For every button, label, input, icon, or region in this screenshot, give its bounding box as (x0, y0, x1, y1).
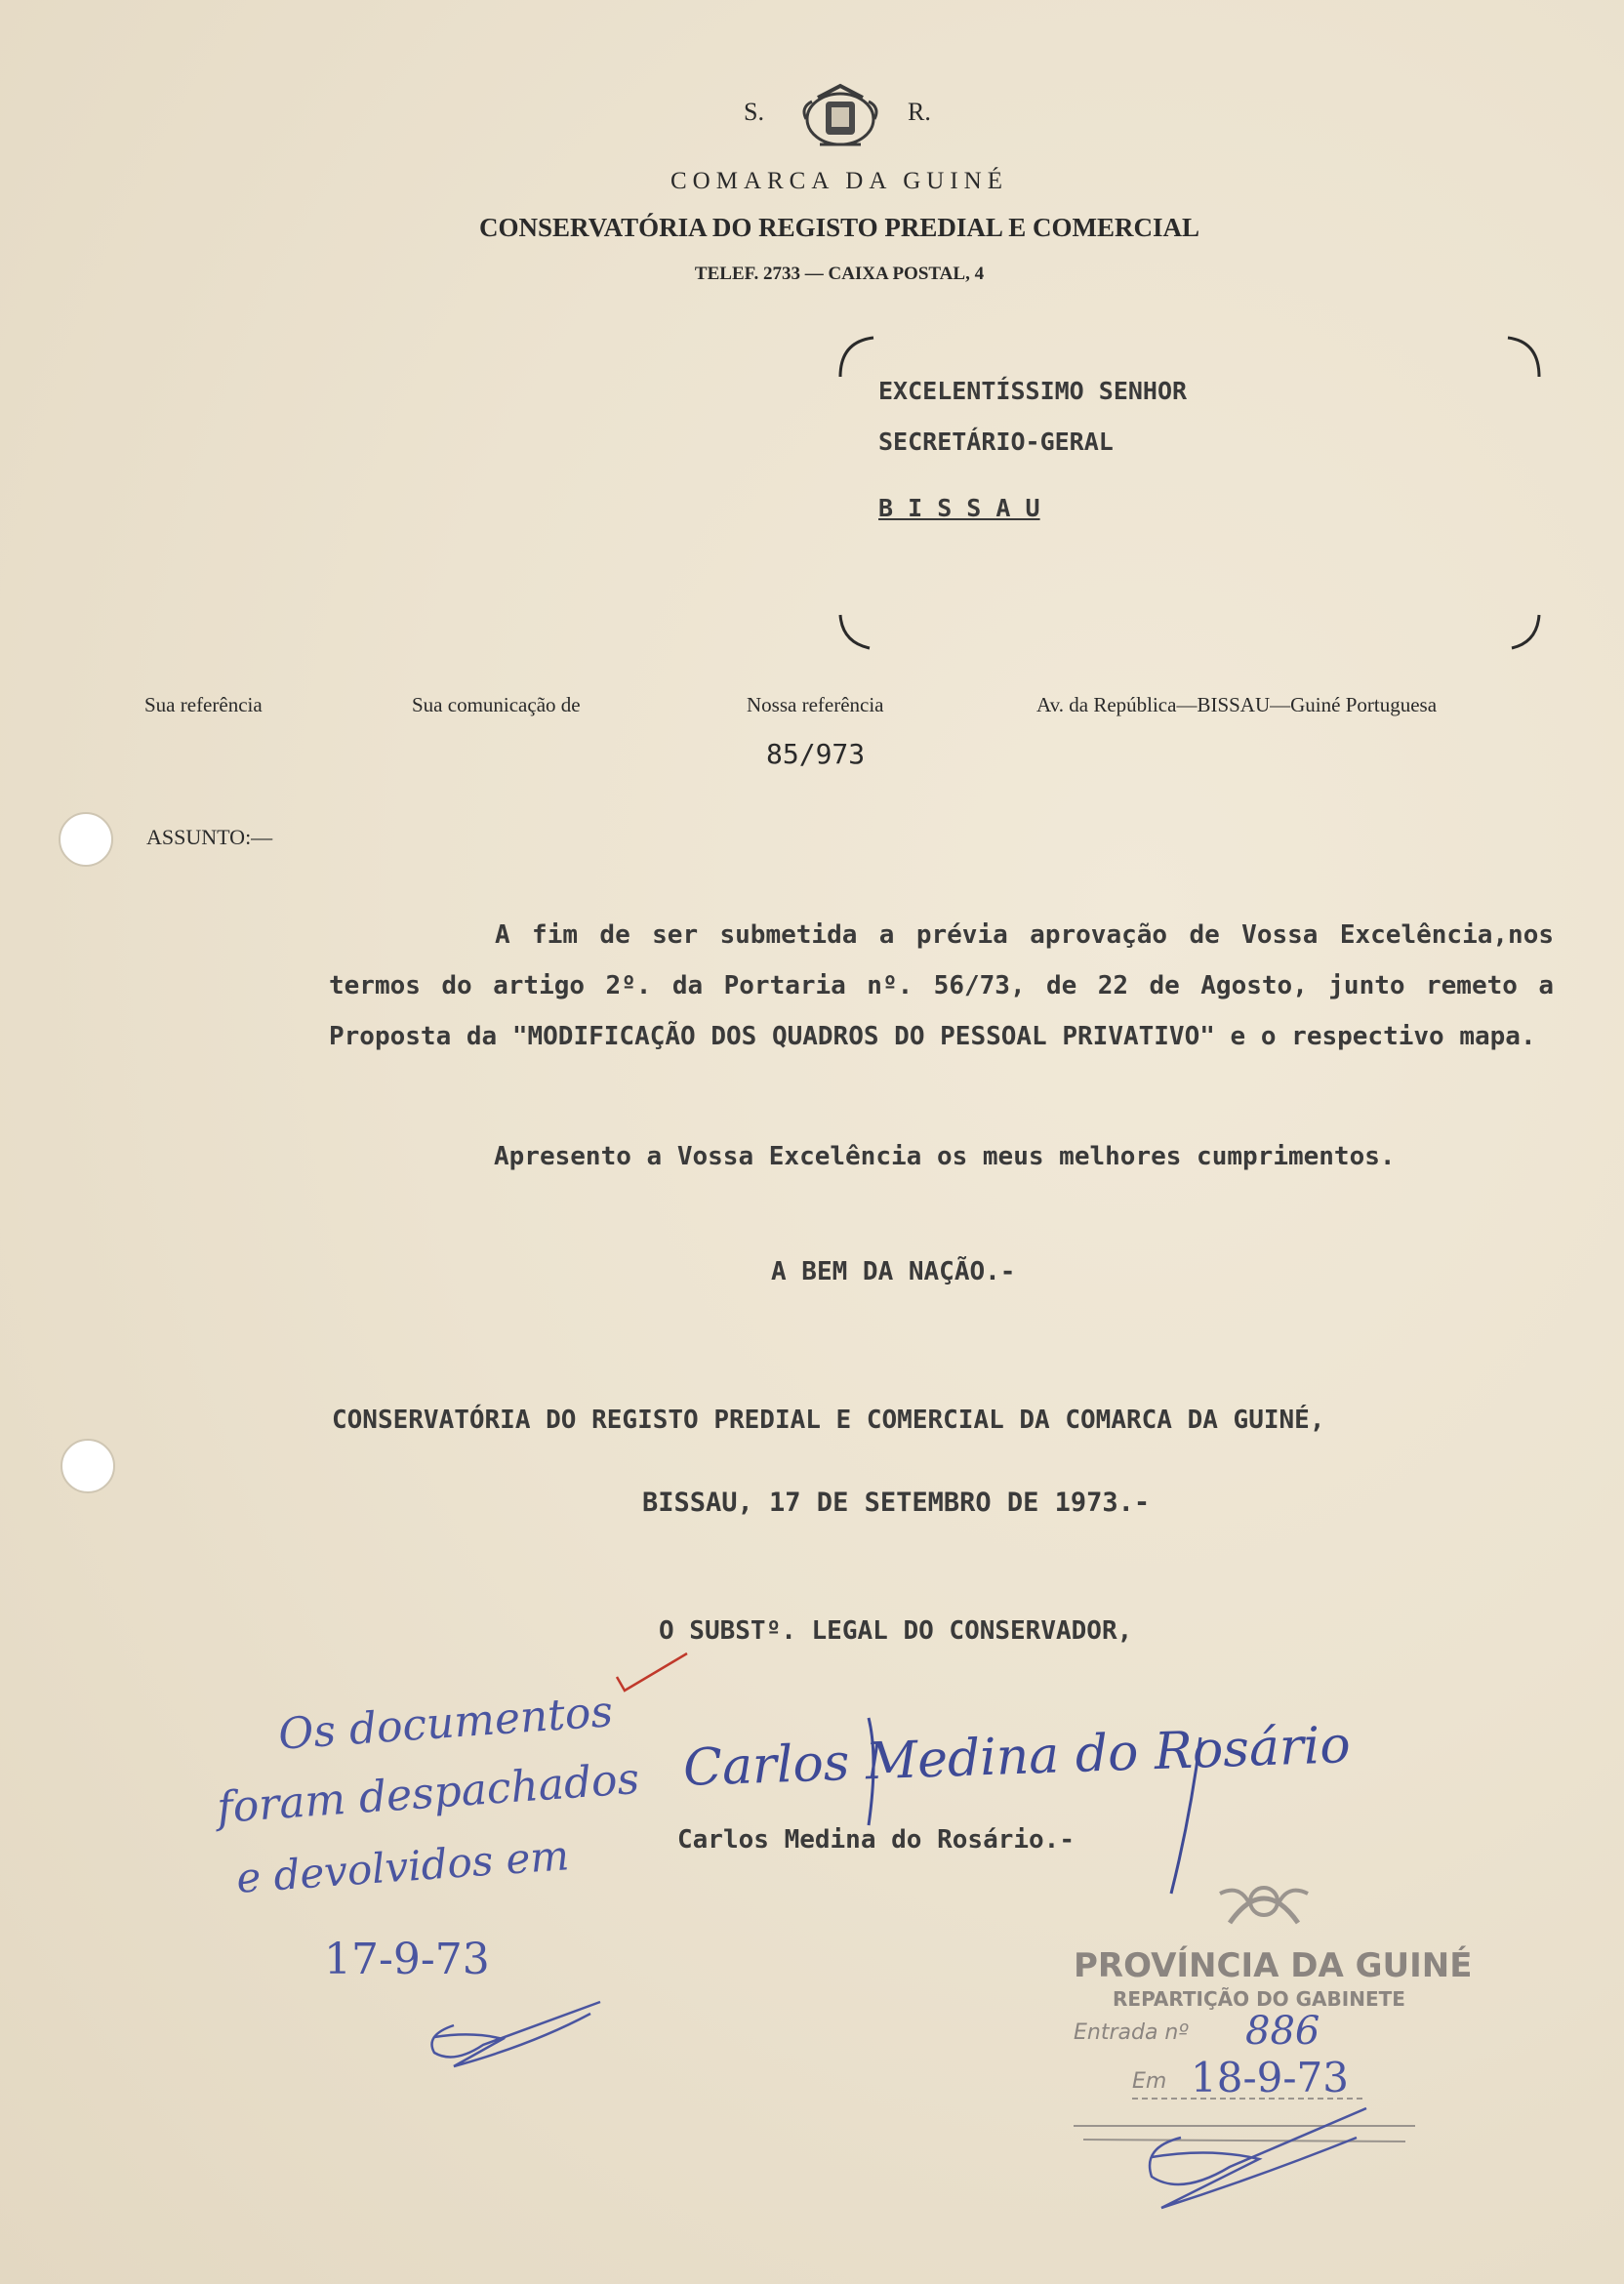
nossa-referencia-label: Nossa referência (747, 693, 884, 716)
signer-title: O SUBSTº. LEGAL DO CONSERVADOR, (659, 1616, 1133, 1646)
date-line: BISSAU, 17 DE SETEMBRO DE 1973.- (642, 1488, 1151, 1518)
header-conservatoria: CONSERVATÓRIA DO REGISTO PREDIAL E COMERCIAL (479, 213, 1199, 242)
body-paragraph-2: Apresento a Vossa Excelência os meus melhores cumprimentos. (494, 1142, 1396, 1171)
handwritten-initials-icon (415, 1996, 610, 2074)
punch-hole-bottom (61, 1439, 115, 1493)
stamp-initials-icon (1122, 2099, 1376, 2216)
handwritten-note-line2: foram despachados (215, 1753, 641, 1834)
nossa-referencia-value: 85/973 (766, 738, 866, 770)
handwritten-note-line1: Os documentos (276, 1687, 615, 1760)
sua-comunicacao-label: Sua comunicação de (412, 693, 581, 716)
addressee-line2: SECRETÁRIO-GERAL (878, 428, 1114, 456)
institution-line: CONSERVATÓRIA DO REGISTO PREDIAL E COMERCIAL DA COMARCA DA GUINÉ, (332, 1406, 1325, 1435)
coat-of-arms-icon (798, 80, 882, 150)
red-check-mark-icon (613, 1648, 691, 1696)
punch-hole-top (59, 812, 113, 867)
sender-address: Av. da República—BISSAU—Guiné Portuguesa (1036, 693, 1438, 716)
header-comarca: COMARCA DA GUINÉ (670, 168, 1009, 194)
header-telefone: TELEF. 2733 — CAIXA POSTAL, 4 (694, 264, 985, 284)
stamp-em-value: 18-9-73 (1191, 2054, 1349, 2101)
stamp-title: PROVÍNCIA DA GUINÉ (1074, 1946, 1473, 1985)
signer-name: Carlos Medina do Rosário.- (677, 1825, 1075, 1855)
stamp-subtitle: REPARTIÇÃO DO GABINETE (1113, 1987, 1405, 2011)
sua-referencia-label: Sua referência (144, 693, 263, 716)
stamp-entrada-label: Entrada nº (1074, 2020, 1189, 2045)
addressee-city: B I S S A U (878, 494, 1040, 522)
assunto-label: ASSUNTO:— (146, 825, 273, 849)
handwritten-note-date: 17-9-73 (324, 1935, 490, 1984)
signature: Carlos Medina do Rosário (682, 1716, 1352, 1798)
stamp-em-label: Em (1132, 2069, 1167, 2094)
handwritten-note-line3: e devolvidos em (234, 1831, 571, 1902)
stamp-entrada-value: 886 (1245, 2009, 1320, 2054)
addressee-line1: EXCELENTÍSSIMO SENHOR (878, 377, 1188, 405)
body-paragraph-1-text: A fim de ser submetida a prévia aprovação de Vossa Excelência,nos termos do artigo 2º. da Portaria nº. 56/73, de 22 de Agosto, junto remeto a Proposta da "MODIFICAÇÃO DOS QUADROS DO PESSOAL PRIVATIVO" e o respectivo mapa. (329, 920, 1554, 1051)
signature-flourish-icon (839, 1698, 1230, 1913)
stamp-crest-icon (1210, 1864, 1318, 1942)
closing-formula: A BEM DA NAÇÃO.- (771, 1257, 1016, 1286)
header-r-letter: R. (908, 98, 931, 126)
header-s-letter: S. (744, 98, 764, 126)
body-paragraph-1 (329, 910, 1554, 1062)
